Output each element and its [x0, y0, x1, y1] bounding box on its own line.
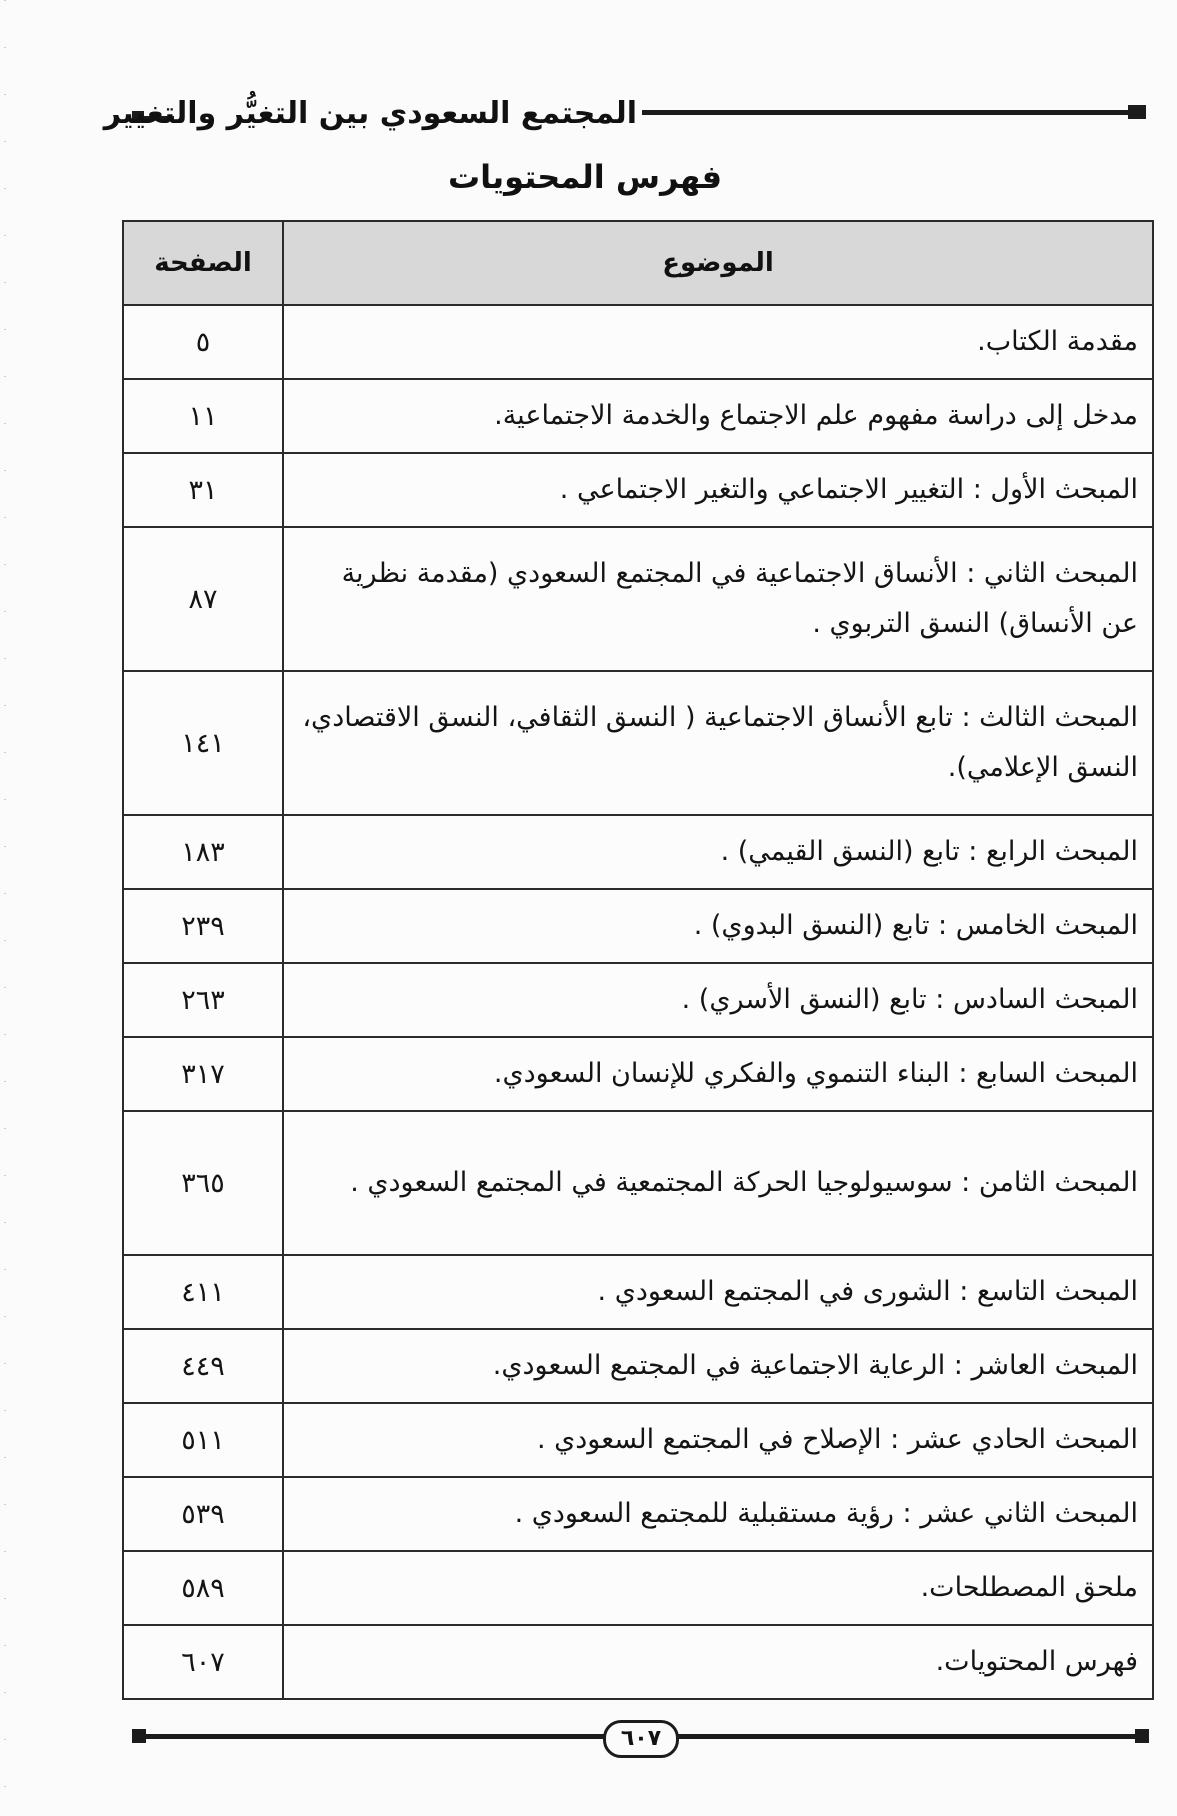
- table-row: [123, 453, 1153, 527]
- table-row: [123, 963, 1153, 1037]
- toc-title: فهرس المحتويات: [447, 158, 723, 196]
- toc-topic: المبحث الرابع : تابع (النسق القيمي) .: [283, 815, 1153, 889]
- table-row: [123, 1551, 1153, 1625]
- toc-page-number: ٥: [123, 305, 283, 379]
- toc-page-number: ٣١٧: [123, 1037, 283, 1111]
- table-row: [123, 1477, 1153, 1551]
- toc-header-row: [123, 221, 1153, 305]
- table-row: [123, 815, 1153, 889]
- toc-topic: المبحث السابع : البناء التنموي والفكري للإنسان السعودي.: [283, 1037, 1153, 1111]
- page-column-header: الصفحة: [123, 221, 283, 305]
- table-row: [123, 1111, 1153, 1255]
- toc-page-number: ٦٠٧: [123, 1625, 283, 1699]
- table-row: [123, 379, 1153, 453]
- page-footer: [132, 1718, 1157, 1758]
- toc-topic: المبحث الحادي عشر : الإصلاح في المجتمع السعودي .: [283, 1403, 1153, 1477]
- toc-topic: المبحث العاشر : الرعاية الاجتماعية في المجتمع السعودي.: [283, 1329, 1153, 1403]
- book-title: المجتمع السعودي بين التغيُّر والتغيير: [103, 96, 637, 131]
- toc-topic: المبحث الثاني : الأنساق الاجتماعية في المجتمع السعودي (مقدمة نظرية عن الأنساق) النسق التربوي .: [283, 527, 1153, 671]
- toc-page-number: ٣١: [123, 453, 283, 527]
- toc-page-number: ١١: [123, 379, 283, 453]
- footer-ornament-right: [1135, 1729, 1149, 1743]
- toc-page-number: ٤٤٩: [123, 1329, 283, 1403]
- running-header: [103, 96, 1157, 146]
- table-row: [123, 1037, 1153, 1111]
- toc-topic: ملحق المصطلحات.: [283, 1551, 1153, 1625]
- toc-topic: مدخل إلى دراسة مفهوم علم الاجتماع والخدمة الاجتماعية.: [283, 379, 1153, 453]
- toc-page-number: ٢٣٩: [123, 889, 283, 963]
- toc-page-number: ٨٧: [123, 527, 283, 671]
- table-row: [123, 671, 1153, 815]
- toc-page-number: ٣٦٥: [123, 1111, 283, 1255]
- topic-column-header: الموضوع: [283, 221, 1153, 305]
- toc-page-number: ١٨٣: [123, 815, 283, 889]
- table-row: [123, 1329, 1153, 1403]
- table-row: [123, 1255, 1153, 1329]
- footer-ornament-left: [132, 1729, 146, 1743]
- table-row: [123, 527, 1153, 671]
- toc-topic: المبحث الثامن : سوسيولوجيا الحركة المجتمعية في المجتمع السعودي .: [283, 1111, 1153, 1255]
- toc-page-number: ٢٦٣: [123, 963, 283, 1037]
- table-row: [123, 1403, 1153, 1477]
- table-row: [123, 1625, 1153, 1699]
- toc-topic: المبحث الأول : التغيير الاجتماعي والتغير الاجتماعي .: [283, 453, 1153, 527]
- toc-table: [122, 220, 1154, 1700]
- header-rule-right: [642, 110, 1129, 115]
- table-row: [123, 305, 1153, 379]
- toc-page-number: ٥٣٩: [123, 1477, 283, 1551]
- table-row: [123, 889, 1153, 963]
- toc-topic: المبحث الثالث : تابع الأنساق الاجتماعية ( النسق الثقافي، النسق الاقتصادي، النسق الإعلامي).: [283, 671, 1153, 815]
- page-number-badge: ٦٠٧: [603, 1720, 679, 1758]
- toc-topic: المبحث السادس : تابع (النسق الأسري) .: [283, 963, 1153, 1037]
- toc-topic: المبحث الخامس : تابع (النسق البدوي) .: [283, 889, 1153, 963]
- scan-edge-dots: [4, 0, 6, 1816]
- toc-topic: فهرس المحتويات.: [283, 1625, 1153, 1699]
- toc-page-number: ٥١١: [123, 1403, 283, 1477]
- toc-page-number: ١٤١: [123, 671, 283, 815]
- toc-topic: المبحث التاسع : الشورى في المجتمع السعودي .: [283, 1255, 1153, 1329]
- toc-topic: مقدمة الكتاب.: [283, 305, 1153, 379]
- toc-topic: المبحث الثاني عشر : رؤية مستقبلية للمجتمع السعودي .: [283, 1477, 1153, 1551]
- toc-page-number: ٤١١: [123, 1255, 283, 1329]
- header-ornament-right: [1128, 105, 1146, 119]
- toc-page-number: ٥٨٩: [123, 1551, 283, 1625]
